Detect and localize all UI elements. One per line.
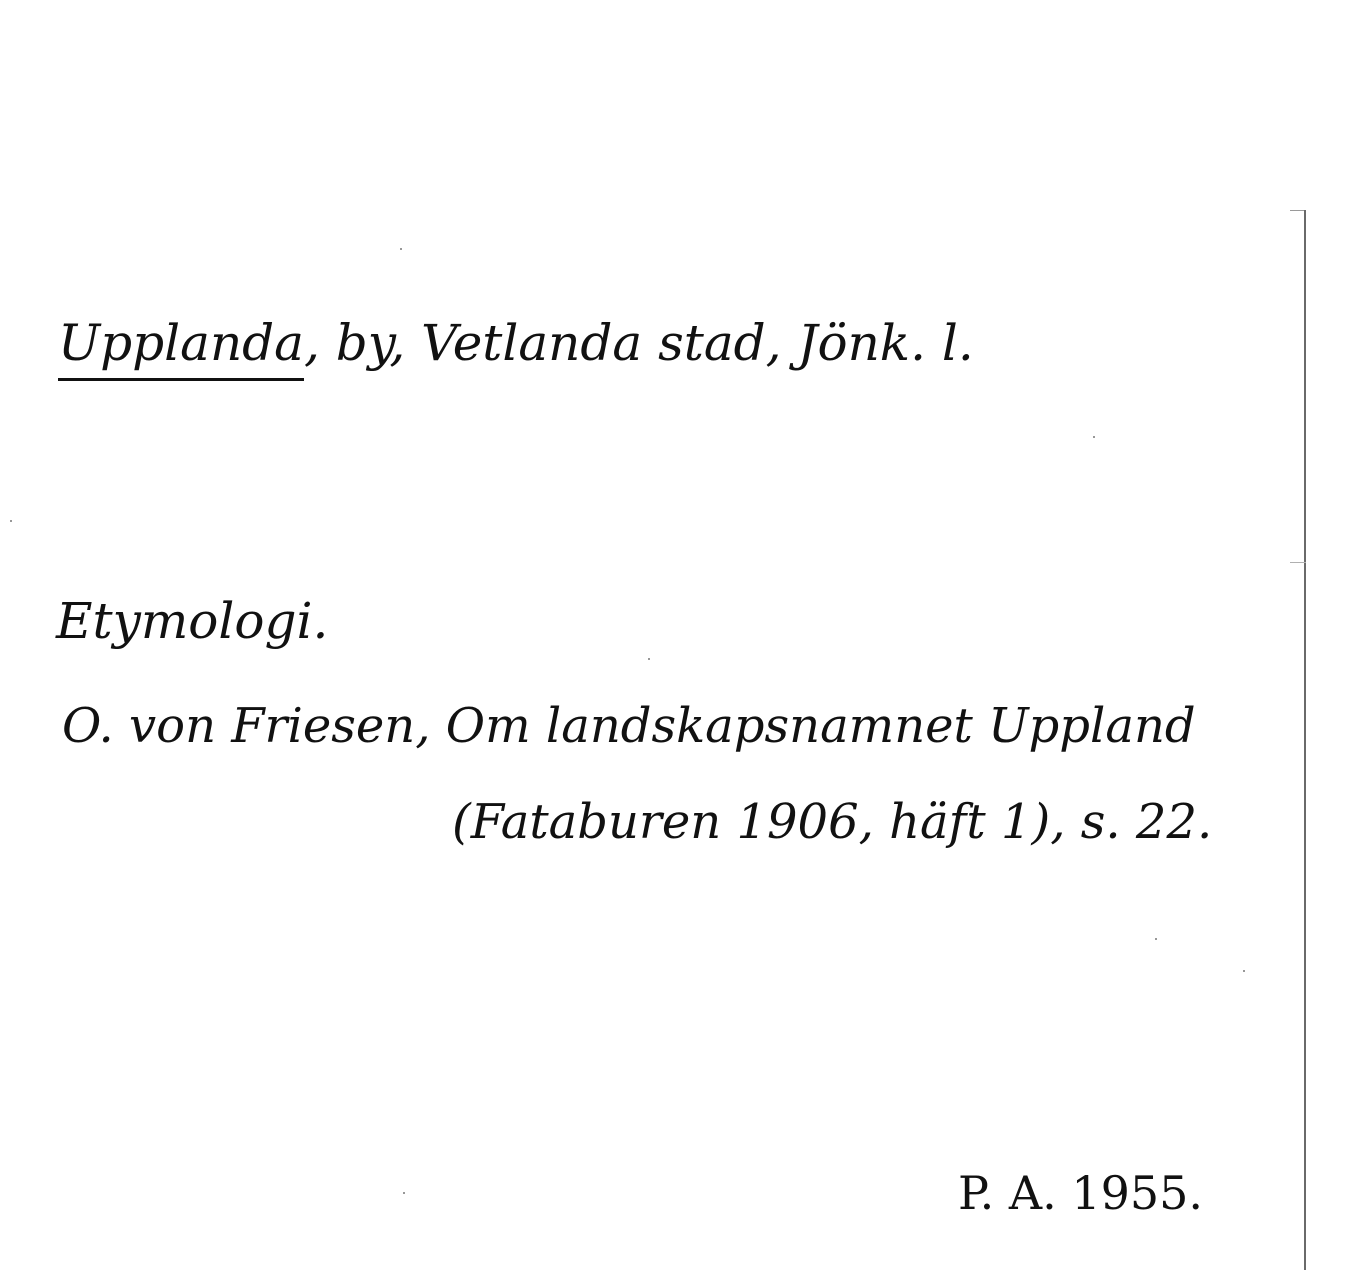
entry-location: , by, Vetlanda stad, Jönk. l. — [303, 314, 974, 372]
card-edge-notch — [1290, 562, 1306, 563]
paper-speck — [400, 248, 402, 250]
paper-speck — [10, 520, 12, 522]
paper-speck — [1093, 436, 1095, 438]
headword: Upplanda — [58, 314, 304, 381]
paper-speck — [1155, 938, 1157, 940]
section-heading: Etymologi. — [56, 592, 329, 650]
entry-line — [58, 314, 974, 372]
paper-speck — [648, 658, 650, 660]
reference-line-2: (Fataburen 1906, häft 1), s. 22. — [452, 794, 1213, 850]
paper-speck — [1243, 970, 1245, 972]
signature: P. A. 1955. — [958, 1166, 1204, 1220]
reference-line-1: O. von Friesen, Om landskapsnamnet Uppland — [62, 698, 1196, 754]
card-edge-right — [1304, 210, 1306, 1270]
paper-speck — [403, 1192, 405, 1194]
